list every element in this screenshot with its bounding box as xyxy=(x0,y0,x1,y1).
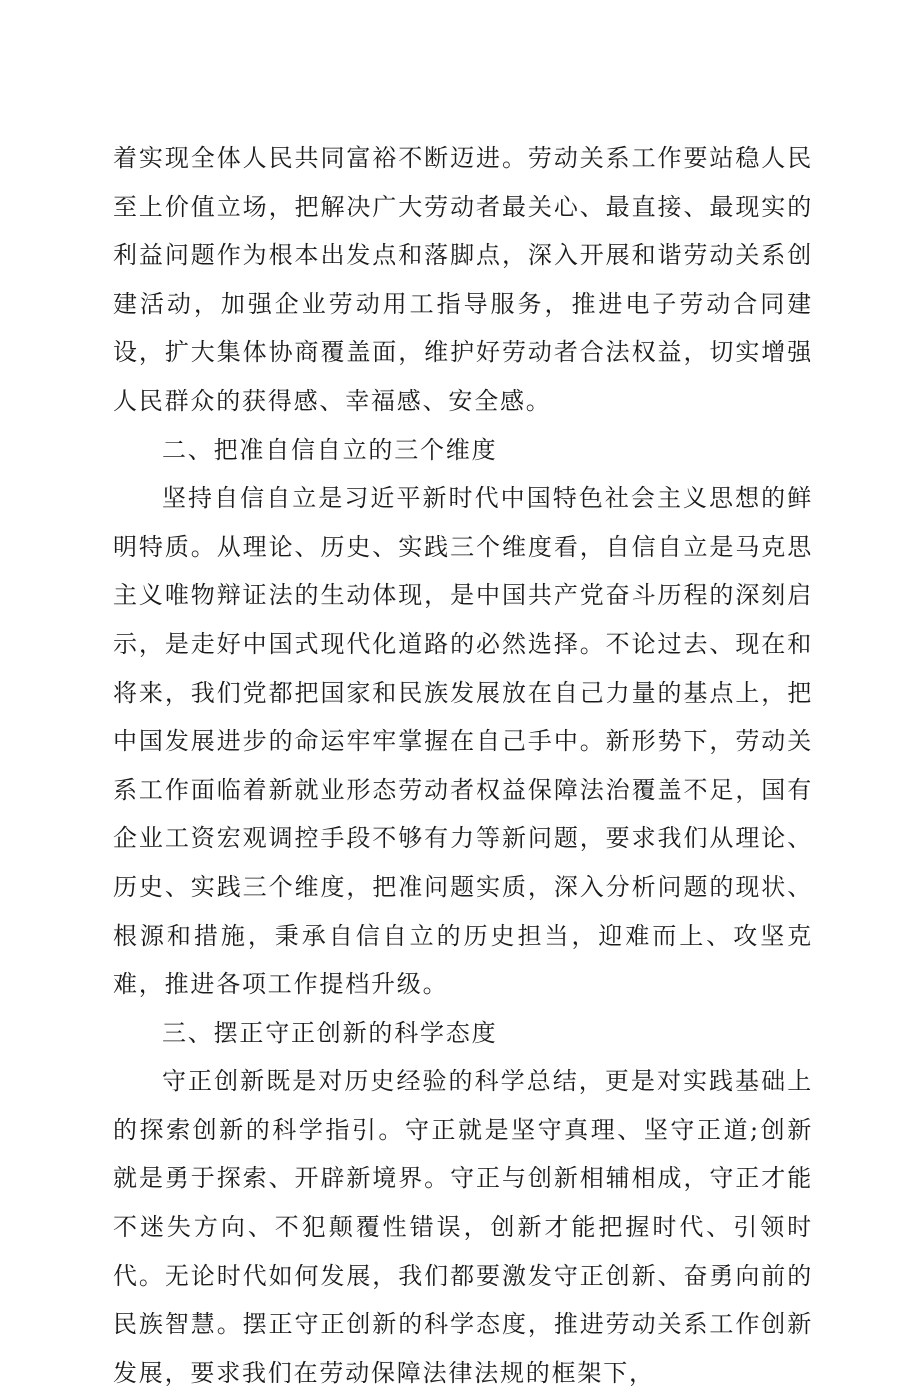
paragraph-section-2: 坚持自信自立是习近平新时代中国特色社会主义思想的鲜明特质。从理论、历史、实践三个维度看，自信自立是马克思主义唯物辩证法的生动体现，是中国共产党奋斗历程的深刻启示，是走好中国式现代化道路的必然选择。不论过去、现在和将来，我们党都把国家和民族发展放在自己力量的基点上，把中国发展进步的命运牢牢掌握在自己手中。新形势下，劳动关系工作面临着新就业形态劳动者权益保障法治覆盖不足，国有企业工资宏观调控手段不够有力等新问题，要求我们从理论、历史、实践三个维度，把准问题实质，深入分析问题的现状、根源和措施，秉承自信自立的历史担当，迎难而上、攻坚克难，推进各项工作提档升级。 xyxy=(113,484,813,999)
paragraph-section-3: 守正创新既是对历史经验的科学总结，更是对实践基础上的探索创新的科学指引。守正就是坚守真理、坚守正道;创新就是勇于探索、开辟新境界。守正与创新相辅相成，守正才能不迷失方向、不犯颠覆性错误，创新才能把握时代、引领时代。无论时代如何发展，我们都要激发守正创新、奋勇向前的民族智慧。摆正守正创新的科学态度，推进劳动关系工作创新发展，要求我们在劳动保障法律法规的框架下， xyxy=(113,1067,813,1387)
paragraph-continued: 着实现全体人民共同富裕不断迈进。劳动关系工作要站稳人民至上价值立场，把解决广大劳动者最关心、最直接、最现实的利益问题作为根本出发点和落脚点，深入开展和谐劳动关系创建活动，加强企业劳动用工指导服务，推进电子劳动合同建设，扩大集体协商覆盖面，维护好劳动者合法权益，切实增强人民群众的获得感、幸福感、安全感。 xyxy=(113,144,813,415)
section-heading-2: 二、把准自信自立的三个维度 xyxy=(162,435,498,464)
section-heading-3: 三、摆正守正创新的科学态度 xyxy=(162,1018,498,1047)
document-body xyxy=(113,134,813,1397)
